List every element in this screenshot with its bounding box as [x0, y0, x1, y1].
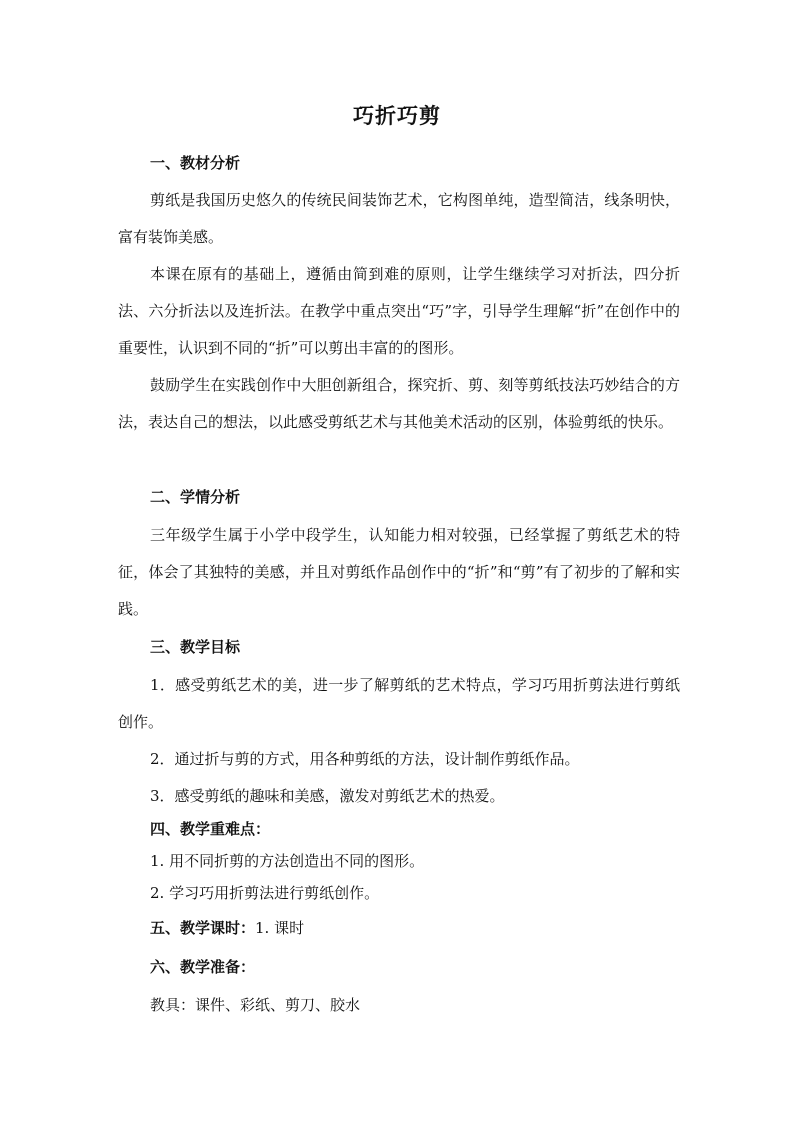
class-hours-row — [150, 913, 304, 943]
section-heading-key-points: 四、教学重难点： — [150, 820, 271, 838]
section-heading-teaching-goals: 三、教学目标 — [150, 638, 241, 656]
section-body-teaching-material — [118, 182, 680, 441]
document-title: 巧折巧剪 — [353, 103, 441, 128]
key-point-item: 2. 学习巧用折剪法进行剪纸创作。 — [150, 884, 380, 902]
goal-item: 1．感受剪纸艺术的美，进一步了解剪纸的艺术特点，学习巧用折剪法进行剪纸创作。 — [118, 676, 680, 731]
section-heading-student-analysis: 二、学情分析 — [150, 488, 241, 506]
section-heading-teaching-material: 一、教材分析 — [150, 154, 241, 172]
paragraph: 本课在原有的基础上，遵循由简到难的原则，让学生继续学习对折法，四分折法、六分折法以及连折法。在教学中重点突出“巧”字，引导学生理解“折”在创作中的重要性，认识到不同的“折”可以剪出丰富的的图形。 — [118, 265, 680, 357]
goal-item: 3．感受剪纸的趣味和美感，激发对剪纸艺术的热爱。 — [150, 787, 505, 805]
preparation-item: 教具：课件、彩纸、剪刀、胶水 — [150, 996, 361, 1014]
paragraph: 鼓励学生在实践创作中大胆创新组合，探究折、剪、刻等剪纸技法巧妙结合的方法，表达自己的想法，以此感受剪纸艺术与其他美术活动的区别，体验剪纸的快乐。 — [118, 376, 680, 431]
paragraph: 三年级学生属于小学中段学生，认知能力相对较强，已经掌握了剪纸艺术的特征，体会了其独特的美感，并且对剪纸作品创作中的“折”和“剪”有了初步的了解和实践。 — [118, 526, 680, 618]
paragraph: 剪纸是我国历史悠久的传统民间装饰艺术，它构图单纯，造型简洁，线条明快，富有装饰美感。 — [118, 191, 680, 246]
section-body-student-analysis — [118, 517, 680, 628]
goal-item: 2．通过折与剪的方式，用各种剪纸的方法，设计制作剪纸作品。 — [150, 750, 580, 768]
section-heading-preparation: 六、教学准备： — [150, 958, 256, 976]
section-heading-class-hours: 五、教学课时： — [150, 919, 256, 937]
section-body-teaching-goals — [118, 667, 680, 815]
key-point-item: 1. 用不同折剪的方法创造出不同的图形。 — [150, 852, 425, 870]
class-hours-value: 1. 课时 — [255, 919, 305, 937]
